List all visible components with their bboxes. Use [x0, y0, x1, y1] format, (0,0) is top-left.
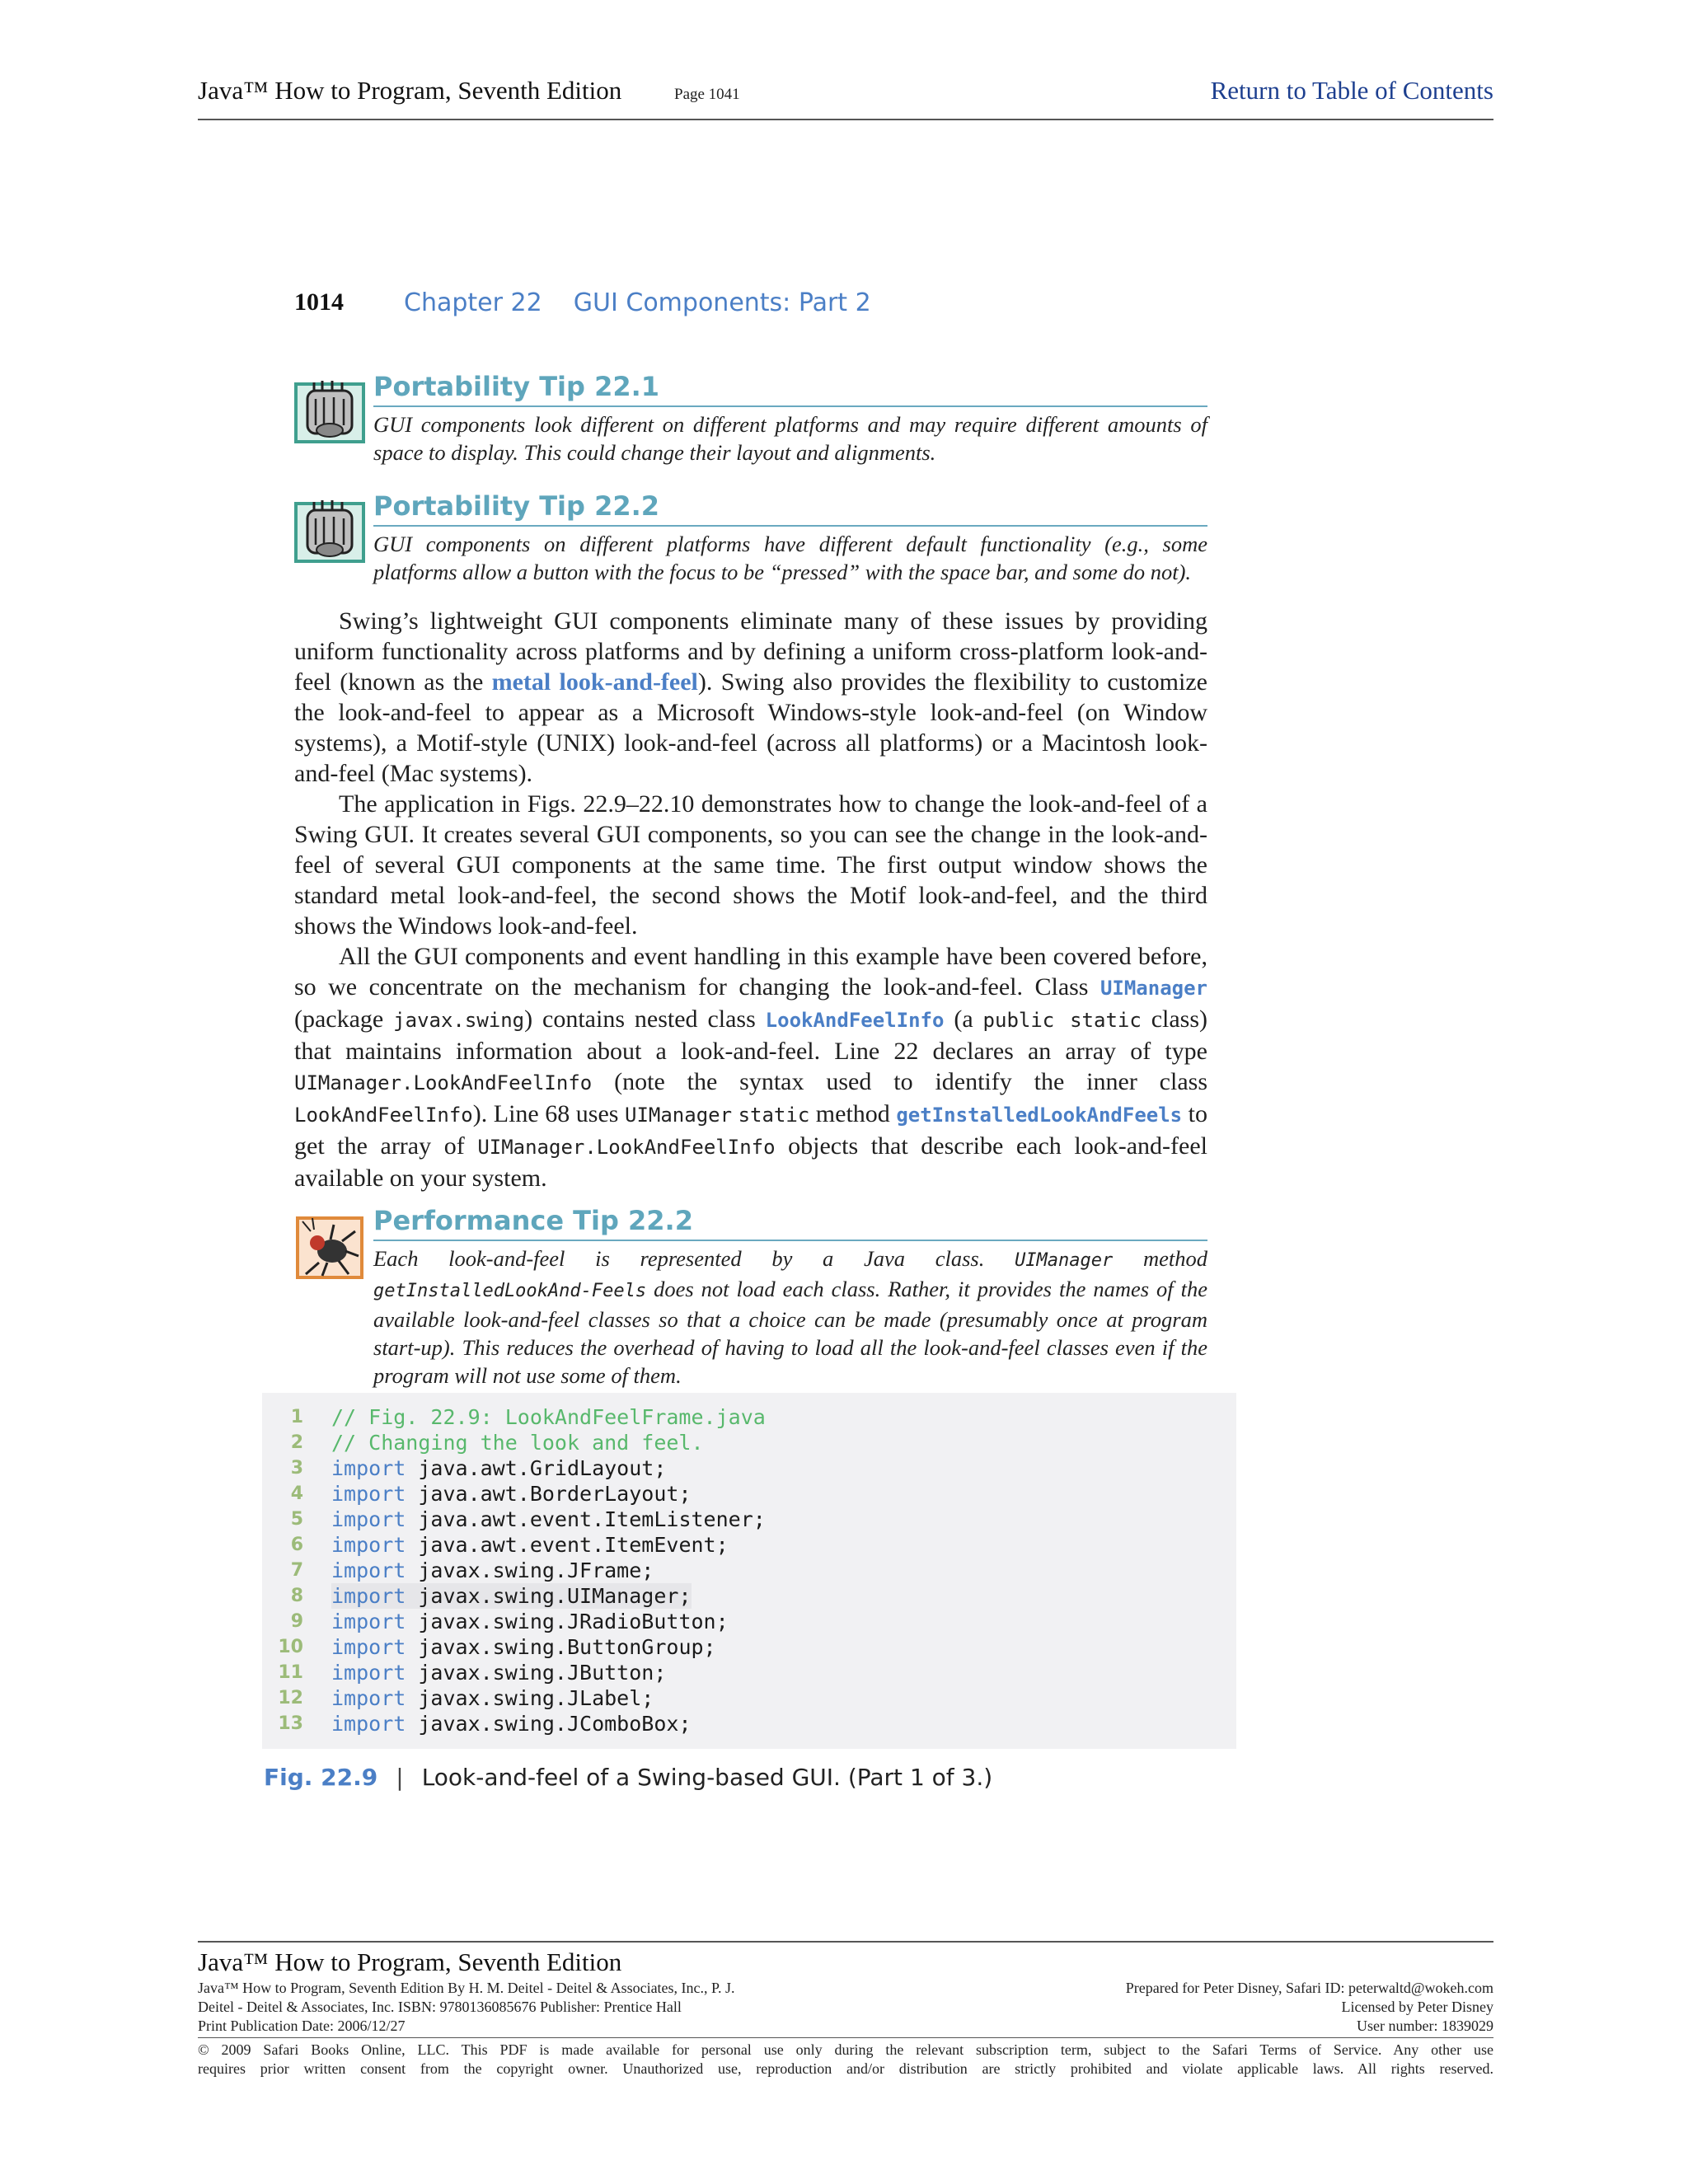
- portability-bug-icon: [294, 499, 365, 565]
- line-number: 6: [290, 1535, 303, 1555]
- keyword: import: [331, 1584, 406, 1608]
- line-number: 9: [290, 1611, 303, 1632]
- copyright-line-1: © 2009 Safari Books Online, LLC. This PDF is made available for personal use only during the relevant subscription term, subject to the Safari Terms of Service. Any other use: [198, 2041, 1493, 2058]
- code-text: import javax.swing.ButtonGroup;: [331, 1635, 716, 1659]
- footer-divider: [198, 2037, 1493, 2038]
- line-number: 4: [290, 1483, 303, 1504]
- keyword: import: [331, 1558, 406, 1582]
- code-line: [262, 1532, 1236, 1558]
- tip-title: Portability Tip 22.2: [373, 490, 660, 522]
- code-text: import java.awt.event.ItemEvent;: [331, 1533, 729, 1557]
- code-line: [262, 1430, 1236, 1455]
- code-text: import javax.swing.UIManager;: [331, 1584, 692, 1608]
- caption-text: Look-and-feel of a Swing-based GUI. (Part 1 of 3.): [421, 1764, 993, 1791]
- code-listing: [262, 1393, 1236, 1749]
- performance-bug-icon: [294, 1215, 365, 1281]
- code-line: [262, 1711, 1236, 1736]
- line-number: 8: [290, 1586, 303, 1606]
- code-text: // Fig. 22.9: LookAndFeelFrame.java: [331, 1405, 766, 1429]
- page-number: 1014: [294, 288, 344, 316]
- paragraph-2: The application in Figs. 22.9–22.10 demonstrates how to change the look-and-feel of a Swing GUI. It creates several GUI components, so you can see the change in the look-and-feel of several GUI components at the same time. The first output window shows the standard metal look-and-feel, the second shows the Motif look-and-feel, and the third shows the Windows look-and-feel.: [294, 790, 1207, 940]
- footer-isbn: Deitel - Deitel & Associates, Inc. ISBN: 9780136085676 Publisher: Prentice Hall: [198, 1999, 682, 2015]
- term-metal-look-and-feel: metal look-and-feel: [491, 668, 698, 696]
- keyword: import: [331, 1635, 406, 1659]
- footer-book-info: Java™ How to Program, Seventh Edition By H. M. Deitel - Deitel & Associates, Inc., P. J.: [198, 1980, 735, 1996]
- line-number: 12: [278, 1688, 303, 1708]
- line-number: 7: [290, 1560, 303, 1581]
- tip-title: Performance Tip 22.2: [373, 1205, 693, 1236]
- code-line: [262, 1455, 1236, 1481]
- code-text: import javax.swing.JButton;: [331, 1661, 667, 1685]
- footer-licensed-by: Licensed by Peter Disney: [1341, 1999, 1493, 2015]
- code-line: [262, 1685, 1236, 1711]
- line-number: 11: [278, 1662, 303, 1683]
- footer-user-number: User number: 1839029: [1357, 2018, 1493, 2034]
- code-text: // Changing the look and feel.: [331, 1431, 704, 1455]
- line-number: 13: [278, 1713, 303, 1734]
- page-header: [198, 76, 1493, 120]
- keyword: import: [331, 1482, 406, 1506]
- code-text: import java.awt.event.ItemListener;: [331, 1507, 766, 1531]
- performance-tip: [294, 1205, 1207, 1388]
- tip-text: GUI components look different on different platforms and may require different amounts of space to display. This could change their layout and alignments.: [373, 412, 1207, 465]
- keyword: import: [331, 1507, 406, 1531]
- keyword: import: [331, 1712, 406, 1736]
- caption-separator: |: [396, 1764, 404, 1791]
- code-text: import java.awt.GridLayout;: [331, 1456, 667, 1480]
- footer-title: Java™ How to Program, Seventh Edition: [198, 1947, 622, 1976]
- code-line: [262, 1507, 1236, 1532]
- code-text: import javax.swing.JLabel;: [331, 1686, 654, 1710]
- code-text: import javax.swing.JFrame;: [331, 1558, 654, 1582]
- tip-divider: [373, 1240, 1207, 1241]
- book-title: Java™ How to Program, Seventh Edition: [198, 76, 622, 105]
- tip-text: Each look-and-feel is represented by a Java class. UIManager method getInstalledLookAnd-Feels does not load each class. Rather, it provides the names of the available look-and-feel classes so that a choice can be made (presumably once at program start-up). This reduces the overhead of having to load all the look-and-feel classes even if the program will not use some of them.: [373, 1246, 1207, 1388]
- code-text: import java.awt.BorderLayout;: [331, 1482, 692, 1506]
- tip-divider: [373, 525, 1207, 527]
- line-number: 5: [290, 1509, 303, 1530]
- tip-text: GUI components on different platforms have different default functionality (e.g., some platforms allow a button with the focus to be “pressed” with the space bar, and some do not).: [373, 532, 1207, 584]
- footer-publication-date: Print Publication Date: 2006/12/27: [198, 2018, 406, 2034]
- code-line: [262, 1634, 1236, 1660]
- keyword: import: [331, 1686, 406, 1710]
- portability-tip-1: [294, 371, 1207, 478]
- figure-number: Fig. 22.9: [264, 1764, 378, 1791]
- table-of-contents-link[interactable]: Return to Table of Contents: [1210, 76, 1493, 105]
- portability-tip-2: [294, 490, 1207, 598]
- chapter-heading: Chapter 22 GUI Components: Part 2: [404, 288, 871, 317]
- paragraph-1: Swing’s lightweight GUI components eliminate many of these issues by providing uniform functionality across platforms and by defining a uniform cross-platform look-and-feel (known as the metal look-and-feel). Swing also provides the flexibility to customize the look-and-feel to appear as a Microsoft Windows-style look-and-feel (on Window systems), a Motif-style (UNIX) look-and-feel (across all platforms) or a Macintosh look-and-feel (Mac systems).: [294, 607, 1207, 787]
- portability-bug-icon: [294, 379, 365, 445]
- code-text: import javax.swing.JComboBox;: [331, 1712, 692, 1736]
- copyright-line-2: requires prior written consent from the copyright owner. Unauthorized use, reproduction and/or distribution are strictly prohibited and violate applicable laws. All rights reserved.: [198, 2060, 1493, 2077]
- page-indicator: Page 1041: [674, 86, 740, 103]
- tip-divider: [373, 405, 1207, 407]
- tip-title: Portability Tip 22.1: [373, 371, 660, 402]
- code-line: [262, 1660, 1236, 1685]
- figure-caption: [264, 1764, 992, 1791]
- paragraph-3: All the GUI components and event handling in this example have been covered before, so we concentrate on the mechanism for changing the look-and-feel. Class UIManager (package javax.swing) contains nested class LookAndFeelInfo (a public static class) that maintains information about a look-and-feel. Line 22 declares an array of type UIManager.LookAndFeelInfo (note the syntax used to identify the inner class LookAndFeelInfo). Line 68 uses UIManager static method getInstalledLookAndFeels to get the array of UIManager.LookAndFeelInfo objects that describe each look-and-feel available on your system.: [294, 943, 1208, 1192]
- footer-prepared-for: Prepared for Peter Disney, Safari ID: peterwaltd@wokeh.com: [1125, 1980, 1493, 1996]
- code-line: [262, 1583, 1236, 1609]
- keyword: import: [331, 1533, 406, 1557]
- keyword: import: [331, 1456, 406, 1480]
- code-line: [262, 1481, 1236, 1507]
- keyword: import: [331, 1610, 406, 1633]
- line-number: 1: [290, 1407, 303, 1427]
- code-text: import javax.swing.JRadioButton;: [331, 1610, 729, 1633]
- page-footer: [198, 1941, 1493, 2077]
- code-line: [262, 1558, 1236, 1583]
- keyword: import: [331, 1661, 406, 1685]
- line-number: 10: [278, 1637, 303, 1657]
- line-number: 2: [290, 1432, 303, 1453]
- code-line: [262, 1609, 1236, 1634]
- body-text: [294, 606, 1207, 1193]
- line-number: 3: [290, 1458, 303, 1479]
- code-line: [262, 1404, 1236, 1430]
